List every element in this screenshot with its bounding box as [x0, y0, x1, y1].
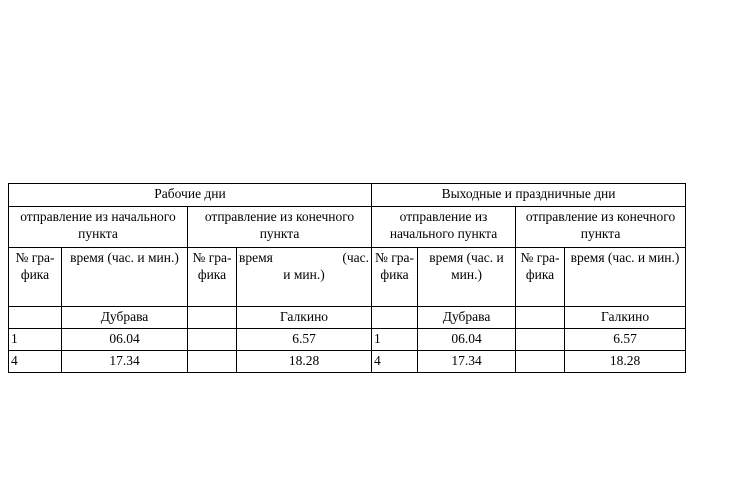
row-weekend-end-number — [516, 329, 565, 351]
group-weekends: Выходные и праздничные дни — [372, 184, 686, 207]
stop-blank-4 — [516, 307, 565, 329]
group-header-row — [9, 184, 686, 207]
table-row — [9, 329, 686, 351]
row-work-start-time: 17.34 — [62, 351, 188, 373]
stop-work-start: Дубрава — [62, 307, 188, 329]
col-work-end-schedule-number: № гра-фика — [188, 248, 237, 307]
direction-header-row — [9, 207, 686, 248]
row-work-end-time: 18.28 — [237, 351, 372, 373]
table-row — [9, 351, 686, 373]
row-weekend-end-time: 6.57 — [565, 329, 686, 351]
column-header-row — [9, 248, 686, 307]
col-work-schedule-number: № гра-фика — [9, 248, 62, 307]
row-weekend-start-time: 06.04 — [418, 329, 516, 351]
col-work-time: время (час. и мин.) — [62, 248, 188, 307]
stop-weekend-end: Галкино — [565, 307, 686, 329]
col-work-end-time-word: время — [239, 250, 273, 265]
row-work-number: 1 — [9, 329, 62, 351]
col-weekend-end-schedule-number: № гра-фика — [516, 248, 565, 307]
stop-blank-1 — [9, 307, 62, 329]
row-work-end-time: 6.57 — [237, 329, 372, 351]
col-weekend-schedule-number: № гра-фика — [372, 248, 418, 307]
row-weekend-number: 4 — [372, 351, 418, 373]
stop-weekend-start: Дубрава — [418, 307, 516, 329]
direction-weekend-from-start: отправление из начального пункта — [372, 207, 516, 248]
stop-work-end: Галкино — [237, 307, 372, 329]
bus-schedule-table — [8, 183, 686, 373]
stop-blank-3 — [372, 307, 418, 329]
col-weekend-time: время (час. и мин.) — [418, 248, 516, 307]
row-work-end-number — [188, 351, 237, 373]
stop-name-row — [9, 307, 686, 329]
col-work-end-time-line2: и мин.) — [283, 267, 325, 282]
direction-work-from-end: отправление из конечного пункта — [188, 207, 372, 248]
col-work-end-time-unit: (час. — [342, 250, 370, 265]
col-weekend-end-time: время (час. и мин.) — [565, 248, 686, 307]
row-work-start-time: 06.04 — [62, 329, 188, 351]
direction-weekend-from-end: отправление из конечного пункта — [516, 207, 686, 248]
row-weekend-end-time: 18.28 — [565, 351, 686, 373]
col-work-end-time — [237, 248, 372, 307]
row-weekend-number: 1 — [372, 329, 418, 351]
col-work-end-time-line1 — [239, 249, 369, 266]
row-weekend-start-time: 17.34 — [418, 351, 516, 373]
row-work-end-number — [188, 329, 237, 351]
row-work-number: 4 — [9, 351, 62, 373]
stop-blank-2 — [188, 307, 237, 329]
row-weekend-end-number — [516, 351, 565, 373]
group-workdays: Рабочие дни — [9, 184, 372, 207]
direction-work-from-start: отправление из начального пункта — [9, 207, 188, 248]
